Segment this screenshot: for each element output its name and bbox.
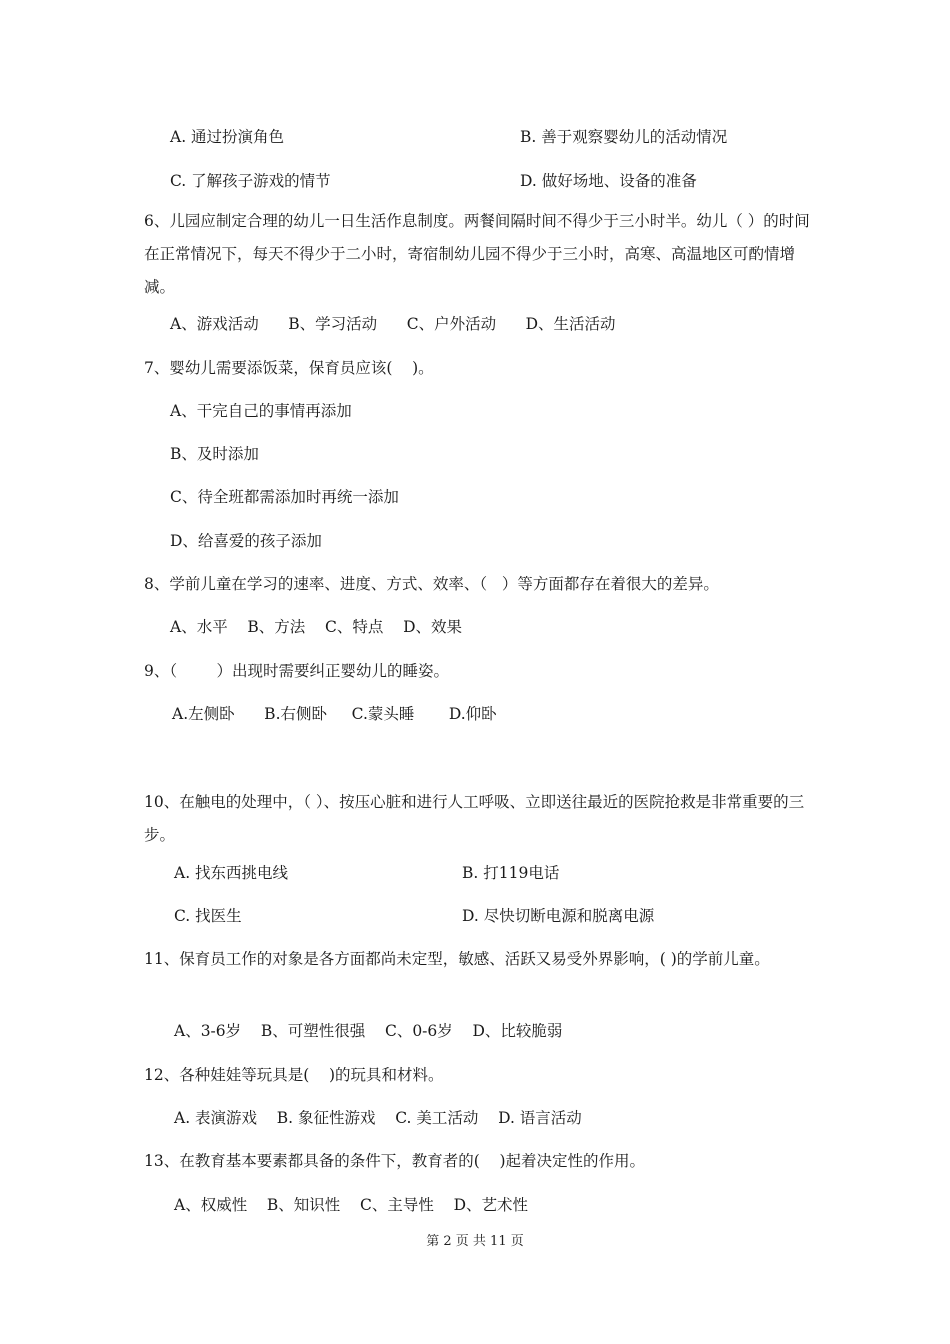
q6-options: A、游戏活动 B、学习活动 C、户外活动 D、生活活动 bbox=[170, 315, 616, 333]
page-footer: 第 2 页 共 11 页 bbox=[426, 1234, 524, 1249]
q7-option-d: D、给喜爱的孩子添加 bbox=[170, 532, 322, 550]
q7-option-b: B、及时添加 bbox=[170, 445, 259, 463]
q5-option-a: A. 通过扮演角色 bbox=[170, 128, 285, 146]
q7-option-a: A、干完自己的事情再添加 bbox=[170, 402, 352, 420]
q5-option-c: C. 了解孩子游戏的情节 bbox=[170, 172, 331, 190]
q7-question: 7、婴幼儿需要添饭菜，保育员应该( )。 bbox=[144, 359, 434, 377]
q13-options: A、权威性 B、知识性 C、主导性 D、艺术性 bbox=[174, 1196, 528, 1214]
q10-option-a: A. 找东西挑电线 bbox=[174, 864, 289, 882]
q13-question: 13、在教育基本要素都具备的条件下，教育者的( )起着决定性的作用。 bbox=[144, 1152, 646, 1170]
q10-option-c: C. 找医生 bbox=[174, 907, 242, 925]
q10-question: 10、在触电的处理中，（ ）、按压心脏和进行人工呼吸、立即送往最近的医院抢救是非常重要的三步。 bbox=[144, 793, 805, 844]
q6-question: 6、儿园应制定合理的幼儿一日生活作息制度。两餐间隔时间不得少于三小时半。幼儿（ ）的时间在正常情况下，每天不得少于二小时，寄宿制幼儿园不得少于三小时，高寒、高温地区可酌情增减。 bbox=[144, 212, 810, 296]
q12-question: 12、各种娃娃等玩具是( )的玩具和材料。 bbox=[144, 1066, 444, 1084]
q5-option-d: D. 做好场地、设备的准备 bbox=[520, 172, 697, 190]
q8-options: A、水平 B、方法 C、特点 D、效果 bbox=[170, 618, 462, 636]
q5-option-b: B. 善于观察婴幼儿的活动情况 bbox=[520, 128, 728, 146]
q9-question: 9、（ ）出现时需要纠正婴幼儿的睡姿。 bbox=[144, 662, 450, 680]
q12-options: A. 表演游戏 B. 象征性游戏 C. 美工活动 D. 语言活动 bbox=[174, 1109, 582, 1127]
q9-options: A.左侧卧 B.右侧卧 C.蒙头睡 D.仰卧 bbox=[172, 705, 497, 723]
q8-question: 8、学前儿童在学习的速率、进度、方式、效率、（ ）等方面都存在着很大的差异。 bbox=[144, 575, 719, 593]
q10-option-d: D. 尽快切断电源和脱离电源 bbox=[462, 907, 655, 925]
q11-question: 11、保育员工作的对象是各方面都尚未定型，敏感、活跃又易受外界影响，( )的学前儿童。 bbox=[144, 950, 770, 968]
q10-option-b: B. 打119电话 bbox=[462, 864, 560, 882]
q11-options: A、3-6岁 B、可塑性很强 C、0-6岁 D、比较脆弱 bbox=[174, 1022, 563, 1040]
q7-option-c: C、待全班都需添加时再统一添加 bbox=[170, 488, 399, 506]
